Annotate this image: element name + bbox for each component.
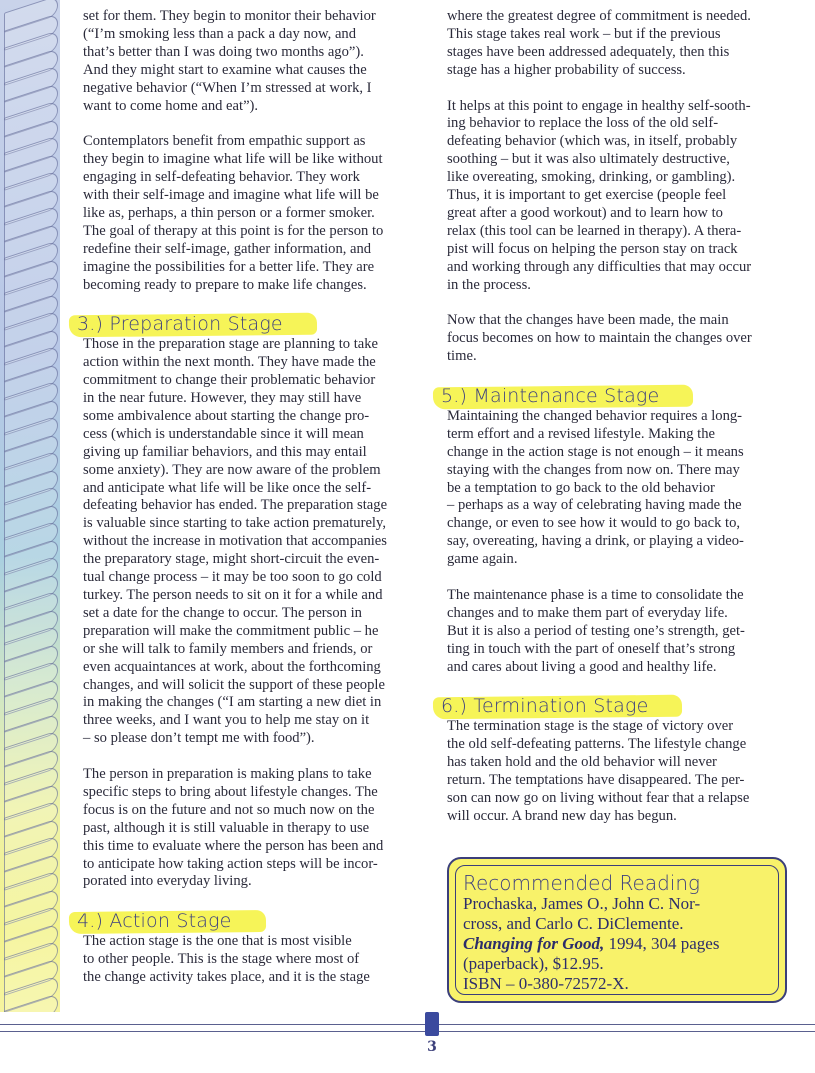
reading-isbn-line: ISBN – 0-380-72572-X. [463, 974, 629, 993]
maintenance-stage-heading: 5.) Maintenance Stage [441, 384, 687, 408]
action-continued-paragraph: where the greatest degree of commitment is needed. This stage takes real work – but if the previous stages have been addressed adequately, then this stage has a higher probability of success. [447, 8, 751, 78]
maintenance-phase-paragraph: The maintenance phase is a time to consolidate the changes and to make them part of everyday life. But it is also a period of testing one’s strength, get- ting in touch with the part of oneself that’s strong and cares about living a good and healthy life. [447, 586, 745, 675]
reading-book-line [463, 934, 775, 954]
reading-author-line-1: Prochaska, James O., John C. Nor- [463, 894, 701, 913]
preparation-plans-paragraph: The person in preparation is making plans to take specific steps to bring about lifestyle changes. The focus is on the future and not so much now on the past, although it is still valuable in therapy to use this time to evaluate where the person has been and to anticipate how taking action steps will be incor- porated into everyday living. [83, 766, 384, 890]
recommended-reading-box [447, 857, 787, 1003]
left-column [77, 8, 418, 987]
page-number: 3 [427, 1039, 437, 1055]
action-stage-heading: 4.) Action Stage [77, 909, 260, 933]
reading-price-line: (paperback), $12.95. [463, 954, 604, 973]
footer-ornament [425, 1012, 439, 1036]
intro-paragraph: set for them. They begin to monitor their behavior (“I’m smoking less than a pack a day now, and that’s better than I was doing two months ago”). And they might start to examine what causes the negative behavior (“When I’m stressed at work, I want to come home and eat”). [83, 8, 376, 114]
footer-rule [0, 1024, 815, 1032]
right-column [441, 8, 787, 826]
decorative-spine [0, 0, 60, 1012]
book-title: Changing for Good, [463, 934, 605, 953]
termination-stage-heading: 6.) Termination Stage [441, 694, 676, 718]
action-paragraph: The action stage is the one that is most visible to other people. This is the stage where most of the change activity takes place, and it is the stage [83, 933, 370, 985]
maintenance-paragraph: Maintaining the changed behavior requires a long- term effort and a revised lifestyle. Making the change in the action stage is not enough – it means staying with the changes from now on. There may be a temptation to go back to the old behavior – perhaps as a way of celebrating having made the change, or even to see how it would to go back to, say, overeating, having a drink, or playing a video- game again. [447, 407, 744, 568]
self-soothing-paragraph: It helps at this point to engage in healthy self-sooth- ing behavior to replace the loss of the old self- defeating behavior (which was, in itself, probably soothing – but it was also ultimately destructive, like overeating, smoking, drinking, or gambling). Thus, it is important to get exercise (people feel great after a good workout) and to learn how to relax (this tool can be learned in therapy). A thera- pist will focus on helping the person stay on track and working through any difficulties that may occur in the process. [447, 97, 752, 293]
preparation-paragraph: Those in the preparation stage are planning to take action within the next month. They have made the commitment to change their problematic behavior in the near future. However, they may still have some ambivalence about starting the change pro- cess (which is understandable since it will mean giving up familiar behaviors, and this may entail some anxiety). They are now aware of the problem and anticipate what life will be like once the self- defeating behavior has ended. The preparation stage is valuable since starting to take action prematurely, without the increase in motivation that accompanies the preparatory stage, might short-circuit the even- tual change process – it may be too soon to go cold turkey. The person needs to sit on it for a while and set a date for the change to occur. The person in preparation will make the commitment public – he or she will talk to family members and friends, or even acquaintances at work, about the forthcoming changes, and will solicit the support of these people in making the changes (“I am starting a new diet in three weeks, and I want you to help me stay on it – so please don’t tempt me with food”). [83, 336, 388, 747]
contemplators-paragraph: Contemplators benefit from empathic support as they begin to imagine what life will be like without engaging in self-defeating behavior. They work with their self-image and imagine what life will be like as, perhaps, a thin person or a former smoker. The goal of therapy at this point is for the person to redefine their self-image, gather information, and imagine the possibilities for a better life. They are becoming ready to prepare to make life changes. [83, 133, 384, 293]
recommended-reading-title: Recommended Reading [463, 871, 701, 895]
maintain-changes-paragraph: Now that the changes have been made, the main focus becomes on how to maintain the changes over time. [447, 312, 752, 365]
preparation-stage-heading: 3.) Preparation Stage [77, 312, 311, 336]
termination-paragraph: The termination stage is the stage of victory over the old self-defeating patterns. The lifestyle change has taken hold and the old behavior will never return. The temptations have disappeared. The per- son can now go on living without fear that a relapse will occur. A brand new day has begun. [447, 718, 750, 824]
reading-author-line-2: cross, and Carlo C. DiClemente. [463, 914, 684, 933]
book-details: 1994, 304 pages [604, 934, 720, 953]
